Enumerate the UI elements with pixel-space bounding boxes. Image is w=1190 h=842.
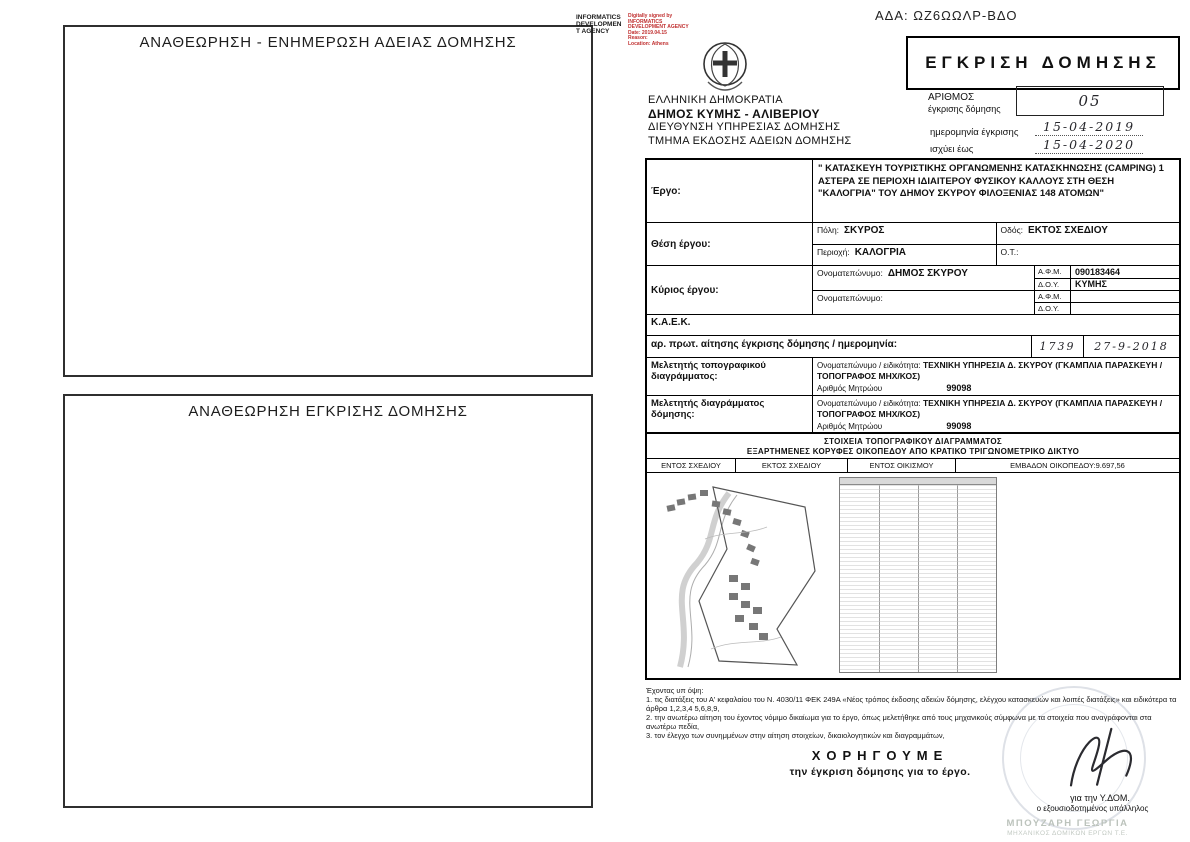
doy-label: Δ.Ο.Υ. <box>1035 279 1071 291</box>
city-value: ΣΚΥΡΟΣ <box>844 225 885 236</box>
topo-col-entos-oikismou: ΕΝΤΟΣ ΟΙΚΙΣΜΟΥ <box>847 459 955 472</box>
doy2-row <box>1035 302 1179 314</box>
project-description: " ΚΑΤΑΣΚΕΥΗ ΤΟΥΡΙΣΤΙΚΗΣ ΟΡΓΑΝΩΜΕΝΗΣ ΚΑΤΑΣΚΗΝΩΣΗΣ (CAMPING) 1 ΑΣΤΕΡΑ ΣΕ ΠΕΡΙΟΧΗ ΙΔΙΑΙΤΕΡΟΥ ΦΥΣΙΚΟΥ ΚΑΛΛΟΥΣ ΣΤΗ ΘΕΣΗ "ΚΑΛΟΓΡΙΑ" ΤΟΥ ΔΗΜΟΥ ΣΚΥΡΟΥ ΦΙΛΟΞΕΝΙΑΣ 148 ΑΤΟΜΩΝ" <box>818 163 1164 199</box>
afm-row <box>1035 266 1179 278</box>
table-row-project <box>647 160 1179 222</box>
doy2-label: Δ.Ο.Υ. <box>1035 303 1071 314</box>
revision-box-2 <box>63 394 593 808</box>
topo-col-ektos-sxediou: ΕΚΤΟΣ ΣΧΕΔΙΟΥ <box>735 459 847 472</box>
city-cell <box>813 223 996 244</box>
city-label: Πόλη: <box>817 225 840 235</box>
ds-agency-line: T AGENCY <box>576 28 610 35</box>
ds-agency-line: DEVELOPMEN <box>576 21 622 28</box>
street-label: Οδός: <box>1000 225 1024 235</box>
digital-signature-agency <box>576 14 624 35</box>
revision-box-2-title: ΑΝΑΘΕΩΡΗΣΗ ΕΓΚΡΙΣΗΣ ΔΟΜΗΣΗΣ <box>188 403 468 420</box>
topo-col-entos-sxediou: ΕΝΤΟΣ ΣΧΕΔΙΟΥ <box>661 461 721 470</box>
stamp-officer-name: ΜΠΟΥΖΑΡΗ ΓΕΩΡΓΙΑ <box>1006 818 1129 829</box>
coordinates-table <box>839 477 997 673</box>
designer1-registry-label: Αριθμός Μητρώου <box>817 384 883 393</box>
approval-number-value: 05 <box>1078 92 1102 110</box>
approval-date-label: ημερομηνία έγκρισης <box>930 127 1019 138</box>
protocol-number-value: 1739 <box>1039 340 1076 353</box>
designer1-name-label: Ονοματεπώνυμο / ειδικότητα: <box>817 361 921 370</box>
protocol-number-cell <box>1032 336 1084 357</box>
designer2-name-label: Ονοματεπώνυμο / ειδικότητα: <box>817 399 921 408</box>
org-line-directorate: ΔΙΕΥΘΥΝΣΗ ΥΠΗΡΕΣΙΑΣ ΔΟΜΗΣΗΣ <box>648 121 841 133</box>
stamp-officer-title: ΜΗΧΑΝΙΚΟΣ ΔΟΜΙΚΩΝ ΕΡΓΩΝ Τ.Ε. <box>1007 830 1128 837</box>
table-row-designer-topographic <box>647 357 1179 395</box>
table-row-kaek <box>647 314 1179 335</box>
protocol-date-value: 27-9-2018 <box>1094 340 1169 353</box>
area-label: Περιοχή: <box>817 247 850 257</box>
owner-subrow-1 <box>813 266 1179 290</box>
table-row-designer-building <box>647 395 1179 433</box>
protocol-box <box>1031 336 1179 357</box>
protocol-date-cell <box>1084 336 1179 357</box>
afm2-row <box>1035 291 1179 302</box>
owner2-name-cell <box>813 291 1034 314</box>
ada-code: ΑΔΑ: ΩΖ6ΩΩΛΡ-ΒΔΟ <box>875 8 1018 23</box>
ds-detail-line: Date: 2019.04.15 <box>628 29 667 36</box>
designer1-name-value: ΤΕΧΝΙΚΗ ΥΠΗΡΕΣΙΑ Δ. ΣΚΥΡΟΥ (ΓΚΑΜΠΛΙΑ ΠΑΡΑΣΚΕΥΗ / ΤΟΠΟΓΡΑΦΟΣ ΜΗΧ/ΚΟΣ) <box>817 360 1163 381</box>
owner2-name-label: Ονοματεπώνυμο: <box>817 293 883 303</box>
project-label: Έργο: <box>647 160 813 222</box>
table-row-protocol <box>647 335 1179 357</box>
area-value: ΚΑΛΟΓΡΙΑ <box>854 247 907 258</box>
legal-item-2: 2. την ανωτέρω αίτηση του έχοντος νόμιμο δικαίωμα για το έργο, όπως μελετήθηκε από τους μηχανικούς σύμφωνα με τα στοιχεία που αναγράφονται στα ανωτέρω πεδία, <box>646 713 1152 731</box>
signature-scribble <box>1049 715 1156 795</box>
coordinates-table-header <box>840 478 996 485</box>
site-plan-drawing <box>655 479 820 671</box>
designer2-content <box>813 396 1179 433</box>
ds-detail-line: INFORMATICS <box>628 18 663 25</box>
approval-number-label-2: έγκρισης δόμησης <box>928 104 1001 114</box>
legal-item-3: 3. τον έλεγχο των συνημμένων στην αίτηση στοιχείων, δικαιολογητικών και διαγραμμάτων, <box>646 731 945 740</box>
owner2-tax-block <box>1034 291 1179 314</box>
designer2-registry-value: 99098 <box>946 421 972 431</box>
valid-until-label: ισχύει έως <box>930 144 974 155</box>
ds-detail-line: DEVELOPMENT AGENCY <box>628 24 689 31</box>
topo-body <box>647 473 1179 679</box>
location-label: Θέση έργου: <box>647 223 813 265</box>
issuing-authority <box>648 94 852 148</box>
topographic-diagram-box <box>645 432 1181 680</box>
owner-tax-block <box>1034 266 1179 290</box>
designer1-label: Μελετητής τοπογραφικού διαγράμματος: <box>647 358 813 395</box>
grant-heading: ΧΟΡΗΓΟΥΜΕ <box>811 748 949 763</box>
table-row-location <box>647 222 1179 265</box>
ds-agency-line: INFORMATICS <box>576 14 621 21</box>
designer2-registry-label: Αριθμός Μητρώου <box>817 422 883 431</box>
owner-subrow-2 <box>813 290 1179 314</box>
location-subrow-2 <box>813 244 1179 265</box>
doy-row <box>1035 278 1179 291</box>
signature-for-label: για την Υ.ΔΟΜ. <box>1070 793 1130 803</box>
kaek-label: Κ.Α.Ε.Κ. <box>651 317 691 328</box>
location-subrow-1 <box>813 223 1179 244</box>
org-line-municipality: ΔΗΜΟΣ ΚΥΜΗΣ - ΑΛΙΒΕΡΙΟΥ <box>648 106 820 121</box>
ds-detail-line: Location: Athens <box>628 40 669 47</box>
doy-value: ΚΥΜΗΣ <box>1075 279 1107 290</box>
org-line-department: ΤΜΗΜΑ ΕΚΔΟΣΗΣ ΑΔΕΙΩΝ ΔΟΜΗΣΗΣ <box>648 134 852 147</box>
table-row-owner <box>647 265 1179 314</box>
legal-item-1: 1. τις διατάξεις του Α' κεφαλαίου του Ν. 4030/11 ΦΕΚ 249Α «Νέος τρόπος έκδοσης αδειών δόμησης, ελέγχου κατασκευών και λοιπές διατάξεις» και ειδικότερα τα άρθρα 1,2,3,4 5,6,8,9, <box>646 695 1177 713</box>
ds-detail-line: Reason: <box>628 35 648 42</box>
afm2-label: Α.Φ.Μ. <box>1035 291 1071 302</box>
owner-name-cell <box>813 266 1034 290</box>
legal-intro: Έχοντας υπ όψη: <box>646 686 704 695</box>
revision-box-1-title: ΑΝΑΘΕΩΡΗΣΗ - ΕΝΗΜΕΡΩΣΗ ΑΔΕΙΑΣ ΔΟΜΗΣΗΣ <box>139 34 517 51</box>
ot-cell <box>996 245 1180 265</box>
approval-number-box <box>1016 86 1164 116</box>
permit-title: ΕΓΚΡΙΣΗ ΔΟΜΗΣΗΣ <box>906 36 1180 90</box>
afm-label: Α.Φ.Μ. <box>1035 266 1071 278</box>
topo-title-1: ΣΤΟΙΧΕΙΑ ΤΟΠΟΓΡΑΦΙΚΟΥ ΔΙΑΓΡΑΜΜΑΤΟΣ <box>824 437 1002 446</box>
digital-signature-details <box>628 14 708 48</box>
street-value: ΕΚΤΟΣ ΣΧΕΔΙΟΥ <box>1028 225 1108 236</box>
permit-info-table <box>645 158 1181 435</box>
grant-subheading: την έγκριση δόμησης για το έργο. <box>789 766 971 778</box>
designer1-content <box>813 358 1179 395</box>
designer2-name-value: ΤΕΧΝΙΚΗ ΥΠΗΡΕΣΙΑ Δ. ΣΚΥΡΟΥ (ΓΚΑΜΠΛΙΑ ΠΑΡΑΣΚΕΥΗ / ΤΟΠΟΓΡΑΦΟΣ ΜΗΧ/ΚΟΣ) <box>817 398 1163 419</box>
afm-value: 090183464 <box>1075 266 1121 277</box>
topo-col-embadon: ΕΜΒΑΔΟΝ ΟΙΚΟΠΕΔΟΥ:9.697,56 <box>955 459 1179 472</box>
approval-number-label-1: ΑΡΙΘΜΟΣ <box>928 92 975 103</box>
signature-officer-label: ο εξουσιοδοτημένος υπάλληλος <box>1036 804 1149 813</box>
topo-header-row <box>647 458 1179 473</box>
owner-name-value: ΔΗΜΟΣ ΣΚΥΡΟΥ <box>887 268 968 279</box>
street-cell <box>996 223 1180 244</box>
designer1-registry-value: 99098 <box>946 383 972 393</box>
ds-detail-line: Digitally signed by <box>628 13 673 19</box>
area-cell <box>813 245 996 265</box>
protocol-label: αρ. πρωτ. αίτησης έγκρισης δόμησης / ημερομηνία: <box>651 339 898 350</box>
designer2-label: Μελετητής διαγράμματος δόμησης: <box>647 396 813 433</box>
valid-until-value: 15-04-2020 <box>1035 137 1143 154</box>
revision-box-1 <box>63 25 593 377</box>
approval-date-value: 15-04-2019 <box>1035 119 1143 136</box>
owner-label: Κύριος έργου: <box>647 266 813 314</box>
org-line-republic: ΕΛΛΗΝΙΚΗ ΔΗΜΟΚΡΑΤΙΑ <box>648 94 783 106</box>
owner-name-label: Ονοματεπώνυμο: <box>817 268 883 278</box>
greek-emblem-icon <box>700 38 750 92</box>
ot-label: Ο.Τ.: <box>1000 247 1019 257</box>
topo-title-2: ΕΞΑΡΤΗΜΕΝΕΣ ΚΟΡΥΦΕΣ ΟΙΚΟΠΕΔΟΥ ΑΠΟ ΚΡΑΤΙΚΟ ΤΡΙΓΩΝΟΜΕΤΡΙΚΟ ΔΙΚΤΥΟ <box>746 446 1080 456</box>
